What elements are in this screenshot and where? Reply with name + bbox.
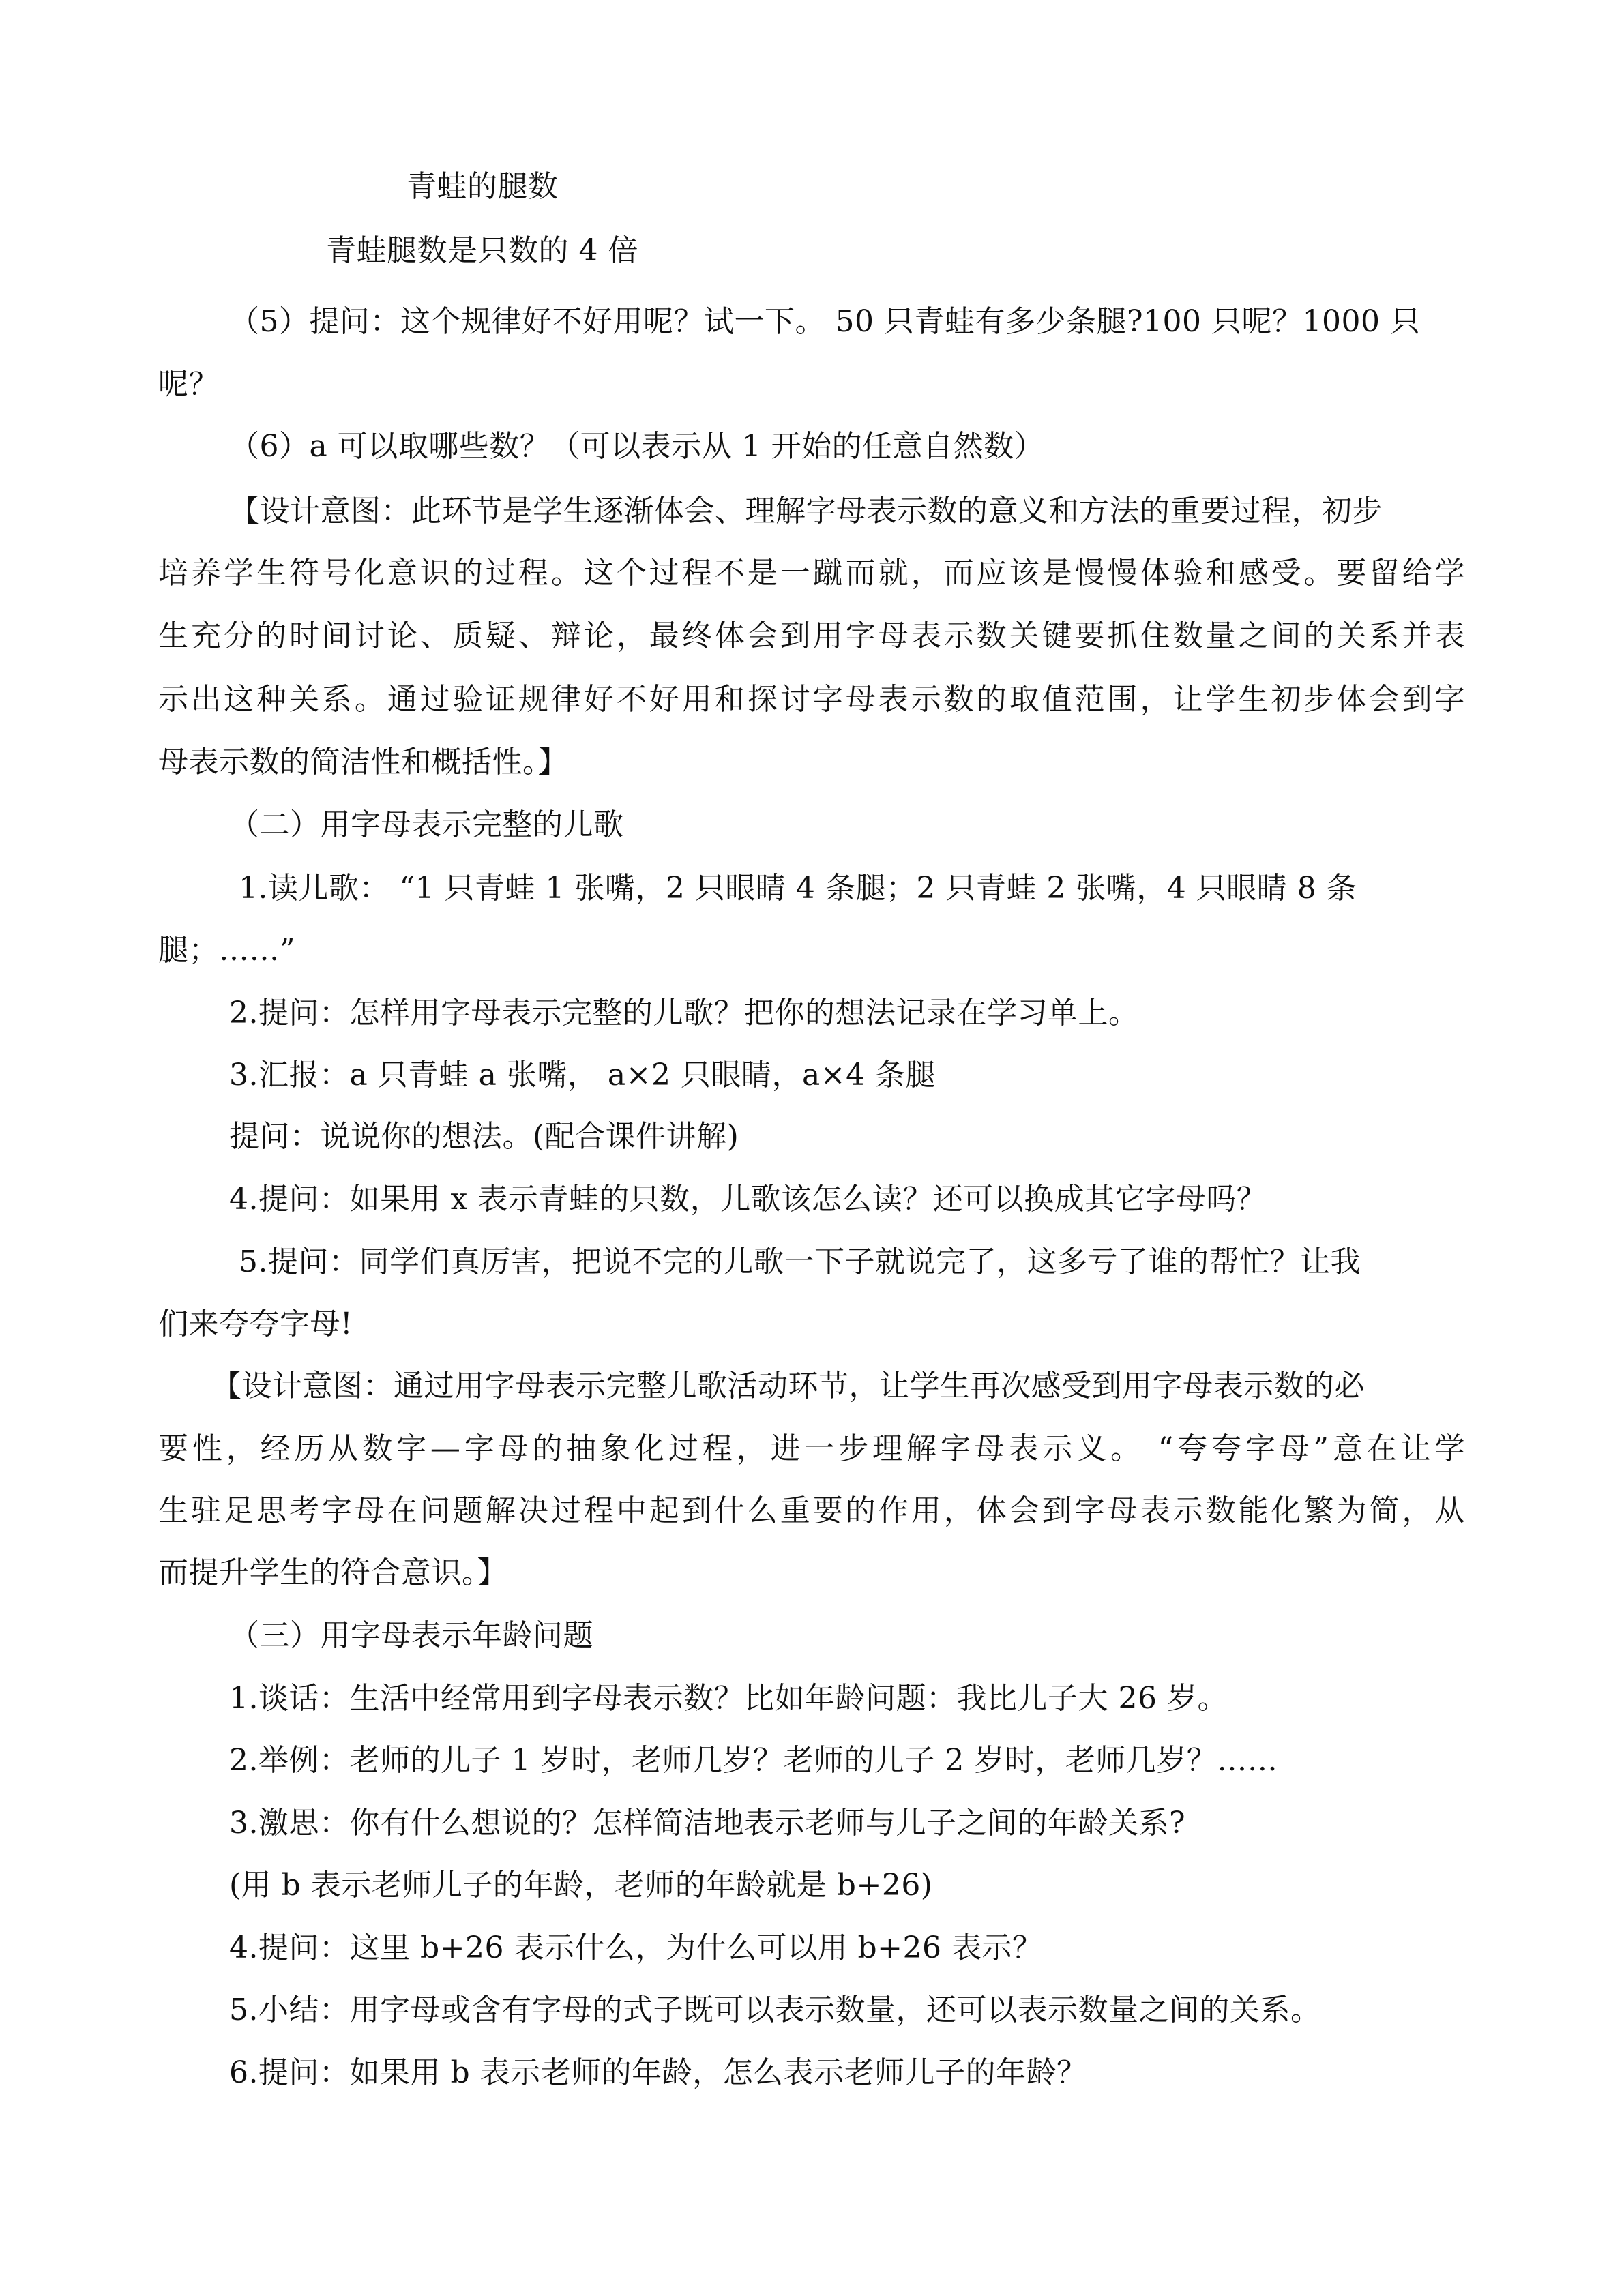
step-5-continued: 们来夸夸字母! bbox=[158, 1307, 353, 1341]
design-intent-1-line-5: 母表示数的简洁性和概括性。】 bbox=[158, 745, 568, 779]
step-1-continued: 腿；……” bbox=[158, 933, 295, 968]
design-intent-2-line-3: 生驻足思考字母在问题解决过程中起到什么重要的作用，体会到字母表示数能化繁为简，从 bbox=[158, 1493, 1465, 1528]
age-step-2: 2.举例：老师的儿子 1 岁时，老师几岁？老师的儿子 2 岁时，老师几岁？…… bbox=[229, 1743, 1278, 1778]
age-step-6: 6.提问：如果用 b 表示老师的年龄，怎么表示老师儿子的年龄？ bbox=[229, 2055, 1087, 2090]
age-step-5: 5.小结：用字母或含有字母的式子既可以表示数量，还可以表示数量之间的关系。 bbox=[229, 1993, 1321, 2027]
section-two-heading: （二）用字母表示完整的儿歌 bbox=[229, 807, 624, 842]
frog-legs-label: 青蛙的腿数 bbox=[407, 169, 559, 204]
section-three-heading: （三）用字母表示年龄问题 bbox=[229, 1618, 593, 1653]
frog-legs-rule: 青蛙腿数是只数的 4 倍 bbox=[326, 233, 638, 268]
design-intent-1-line-1: 【设计意图：此环节是学生逐渐体会、理解字母表示数的意义和方法的重要过程，初步 bbox=[229, 494, 1383, 528]
step-2-question: 2.提问：怎样用字母表示完整的儿歌？把你的想法记录在学习单上。 bbox=[229, 996, 1139, 1030]
step-3-question: 提问：说说你的想法。(配合课件讲解) bbox=[229, 1119, 739, 1154]
question-5-continued: 呢？ bbox=[158, 367, 219, 402]
design-intent-1-line-3: 生充分的时间讨论、质疑、辩论，最终体会到用字母表示数关键要抓住数量之间的关系并表 bbox=[158, 618, 1465, 653]
design-intent-1-line-4: 示出这种关系。通过验证规律好不好用和探讨字母表示数的取值范围，让学生初步体会到字 bbox=[158, 682, 1465, 717]
age-step-1: 1.谈话：生活中经常用到字母表示数？比如年龄问题：我比儿子大 26 岁。 bbox=[229, 1681, 1228, 1716]
design-intent-2-line-1: 【设计意图：通过用字母表示完整儿歌活动环节，让学生再次感受到用字母表示数的必 bbox=[211, 1369, 1365, 1403]
step-1-read-rhyme: 1.读儿歌： “1 只青蛙 1 张嘴，2 只眼睛 4 条腿；2 只青蛙 2 张嘴，4 只眼睛 8 条 bbox=[239, 871, 1357, 906]
design-intent-2-line-2: 要性，经历从数字—字母的抽象化过程，进一步理解字母表示义。 “夸夸字母”意在让学 bbox=[158, 1431, 1465, 1466]
question-5: （5）提问：这个规律好不好用呢？试一下。 50 只青蛙有多少条腿?100 只呢？1000 只 bbox=[229, 304, 1421, 339]
age-step-3: 3.激思：你有什么想说的？怎样简洁地表示老师与儿子之间的年龄关系? bbox=[229, 1806, 1186, 1840]
design-intent-2-line-4: 而提升学生的符合意识。】 bbox=[158, 1555, 507, 1590]
step-4-question: 4.提问：如果用 x 表示青蛙的只数，儿歌该怎么读？还可以换成其它字母吗？ bbox=[229, 1182, 1267, 1217]
age-step-3-answer: (用 b 表示老师儿子的年龄，老师的年龄就是 b+26) bbox=[229, 1868, 933, 1903]
design-intent-1-line-2: 培养学生符号化意识的过程。这个过程不是一蹴而就，而应该是慢慢体验和感受。要留给学 bbox=[158, 556, 1465, 591]
age-step-4: 4.提问：这里 b+26 表示什么，为什么可以用 b+26 表示？ bbox=[229, 1930, 1043, 1965]
question-6: （6）a 可以取哪些数？（可以表示从 1 开始的任意自然数） bbox=[229, 429, 1045, 464]
step-5-question: 5.提问：同学们真厉害，把说不完的儿歌一下子就说完了，这多亏了谁的帮忙？让我 bbox=[239, 1244, 1361, 1279]
step-3-report: 3.汇报：a 只青蛙 a 张嘴， a×2 只眼睛，a×4 条腿 bbox=[229, 1058, 936, 1092]
